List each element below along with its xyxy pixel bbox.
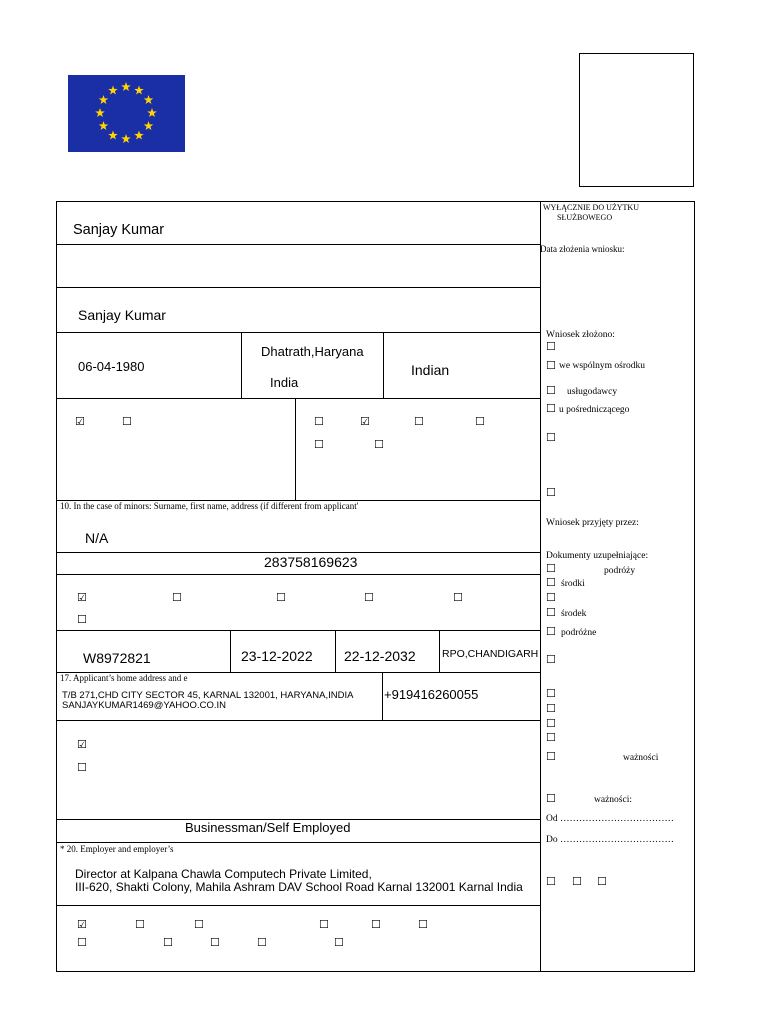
place-of-birth-city-value: Dhatrath,Haryana — [261, 344, 364, 359]
sex-female-checkbox[interactable]: ☐ — [122, 415, 132, 428]
minors-label: 10. In the case of minors: Surname, first name, address (if different from applicant' — [60, 501, 359, 511]
sidebar-accepted-by: Wniosek przyjęty przez: — [546, 518, 639, 528]
sidebar-opt-intermediary: u pośredniczącego — [559, 405, 630, 415]
employer-line1: Director at Kalpana Chawla Computech Private Limited, — [75, 867, 372, 881]
sidebar-checkbox-7[interactable]: ☐ — [546, 717, 556, 730]
sidebar-checkbox-8[interactable]: ☐ — [546, 731, 556, 744]
date-of-birth-value: 06-04-1980 — [78, 359, 145, 374]
employer-label: * 20. Employer and employer’s — [60, 844, 174, 854]
phone-value: +919416260055 — [384, 687, 479, 702]
doc-type-diplomatic-checkbox[interactable]: ☐ — [172, 591, 182, 604]
sidebar-doc-checkbox-travel[interactable]: ☐ — [546, 562, 556, 575]
marital-divorced-checkbox[interactable]: ☐ — [475, 415, 485, 428]
first-name-value: Sanjay Kumar — [78, 307, 166, 323]
nationality-value: Indian — [411, 362, 450, 378]
surname-value: Sanjay Kumar — [73, 222, 165, 238]
sidebar-opt-service-provider: usługodawcy — [567, 387, 618, 397]
purpose-other-checkbox[interactable]: ☐ — [334, 936, 344, 949]
purpose-sports-checkbox[interactable]: ☐ — [371, 918, 381, 931]
issue-date-value: 23-12-2022 — [241, 648, 313, 664]
sidebar-doc-means: środek — [561, 609, 587, 619]
sidebar-checkbox-5[interactable]: ☐ — [546, 687, 556, 700]
doc-type-official-checkbox[interactable]: ☐ — [364, 591, 374, 604]
sidebar-checkbox-intermediary[interactable]: ☐ — [546, 402, 556, 415]
purpose-official-checkbox[interactable]: ☐ — [418, 918, 428, 931]
place-of-birth-country-value: India — [270, 375, 299, 390]
marital-other-checkbox[interactable]: ☐ — [374, 438, 384, 451]
sidebar-checkbox-validity[interactable]: ☐ — [546, 750, 556, 763]
minors-value: N/A — [85, 530, 109, 546]
doc-type-other-checkbox[interactable]: ☐ — [77, 613, 87, 626]
sidebar-submitted-at: Wniosek złożono: — [546, 330, 615, 340]
sidebar-doc-travel2: podróżne — [561, 628, 597, 638]
sidebar-from: Od ……………………………… — [546, 814, 674, 824]
passport-number-value: W8972821 — [83, 650, 151, 666]
sidebar-submission-date: Data złożenia wniosku: — [540, 244, 625, 254]
sidebar-doc-checkbox-travel2[interactable]: ☐ — [546, 625, 556, 638]
sidebar-validity: ważności — [623, 753, 659, 763]
sidebar-checkbox-1[interactable]: ☐ — [546, 340, 556, 353]
sidebar-heading-line1: WYŁĄCZNIE DO UŻYTKU — [543, 203, 639, 212]
doc-type-ordinary-checkbox[interactable]: ☑ — [77, 591, 87, 604]
purpose-culture-checkbox[interactable]: ☐ — [319, 918, 329, 931]
sidebar-checkbox-2[interactable]: ☐ — [546, 431, 556, 444]
issued-by-value: RPO,CHANDIGARH — [442, 648, 539, 660]
marital-single-checkbox[interactable]: ☐ — [314, 415, 324, 428]
home-address-line1: T/B 271,CHD CITY SECTOR 45, KARNAL 132001, HARYANA,INDIA — [62, 690, 354, 701]
occupation-value: Businessman/Self Employed — [185, 820, 351, 835]
sidebar-checkbox-4[interactable]: ☐ — [546, 653, 556, 666]
purpose-airport-transit-checkbox[interactable]: ☐ — [257, 936, 267, 949]
sidebar-checkbox-10[interactable]: ☐ — [572, 875, 582, 888]
eu-flag-icon — [68, 75, 185, 152]
sidebar-checkbox-11[interactable]: ☐ — [597, 875, 607, 888]
sidebar-checkbox-validity2[interactable]: ☐ — [546, 792, 556, 805]
sidebar-doc-checkbox-funds[interactable]: ☐ — [546, 576, 556, 589]
residence-yes-checkbox[interactable]: ☐ — [77, 761, 87, 774]
sex-male-checkbox[interactable]: ☑ — [75, 415, 85, 428]
sidebar-doc-travel: podróży — [604, 566, 636, 576]
sidebar-checkbox-service-provider[interactable]: ☐ — [546, 384, 556, 397]
sidebar-checkbox-joint-center[interactable]: ☐ — [546, 359, 556, 372]
purpose-medical-checkbox[interactable]: ☐ — [77, 936, 87, 949]
marital-widowed-checkbox[interactable]: ☐ — [314, 438, 324, 451]
purpose-tourism-checkbox[interactable]: ☑ — [77, 918, 87, 931]
home-address-line2: SANJAYKUMAR1469@YAHOO.CO.IN — [62, 700, 226, 711]
sidebar-checkbox-6[interactable]: ☐ — [546, 702, 556, 715]
sidebar-doc-funds: środki — [561, 579, 585, 589]
sidebar-checkbox-9[interactable]: ☐ — [546, 875, 556, 888]
sidebar-supporting-docs: Dokumenty uzupełniające: — [546, 551, 649, 561]
sidebar-doc-checkbox-3[interactable]: ☐ — [546, 591, 556, 604]
national-id-value: 283758169623 — [264, 554, 358, 570]
doc-type-special-checkbox[interactable]: ☐ — [453, 591, 463, 604]
purpose-transit-checkbox[interactable]: ☐ — [210, 936, 220, 949]
employer-line2: III-620, Shakti Colony, Mahila Ashram DAV School Road Karnal 132001 Karnal India — [75, 880, 523, 894]
residence-no-checkbox[interactable]: ☑ — [77, 738, 87, 751]
doc-type-service-checkbox[interactable]: ☐ — [276, 591, 286, 604]
purpose-family-checkbox[interactable]: ☐ — [194, 918, 204, 931]
sidebar-heading-line2: SŁUŻBOWEGO — [557, 213, 613, 222]
sidebar-validity2: ważności: — [594, 795, 632, 805]
home-address-label: 17. Applicant’s home address and e — [60, 673, 188, 683]
marital-separated-checkbox[interactable]: ☐ — [414, 415, 424, 428]
sidebar-checkbox-3[interactable]: ☐ — [546, 486, 556, 499]
purpose-study-checkbox[interactable]: ☐ — [163, 936, 173, 949]
sidebar-opt-joint-center: we wspólnym ośrodku — [559, 361, 646, 371]
marital-married-checkbox[interactable]: ☑ — [360, 415, 370, 428]
valid-until-value: 22-12-2032 — [344, 648, 416, 664]
sidebar-to: Do ……………………………… — [546, 835, 674, 845]
sidebar-doc-checkbox-means[interactable]: ☐ — [546, 606, 556, 619]
purpose-business-checkbox[interactable]: ☐ — [135, 918, 145, 931]
photo-placeholder[interactable] — [579, 53, 694, 187]
